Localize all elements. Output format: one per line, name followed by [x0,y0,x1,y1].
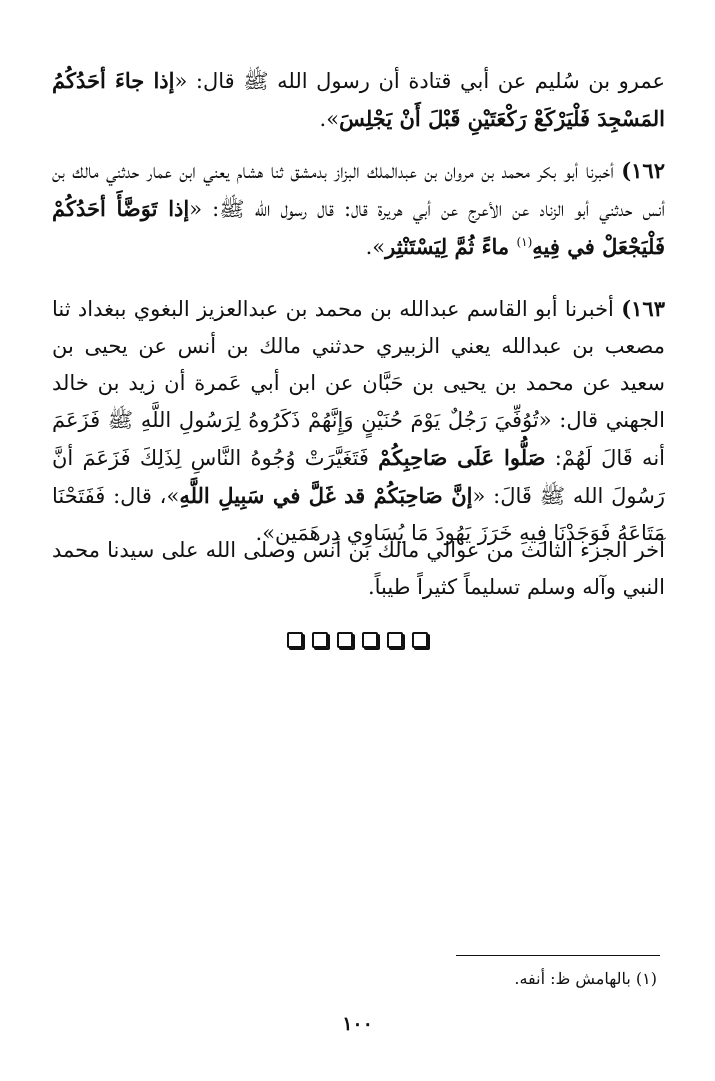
hadith-text-continued: ماءً ثُمَّ لِيَسْتَنْثِر [385,234,517,259]
hadith-text: صَلُّوا عَلَى صَاحِبِكُمْ [378,445,546,470]
narration-ending: »، قال: فَفَتَحْنَا مَتَاعَهُ فَوَجَدْنَا فِيهِ خَرَزَ يَهُودَ مَا يُسَاوِي دِرهَمَين». [52,484,665,545]
separator-box-icon [412,632,428,648]
separator-box-icon [337,632,353,648]
footnote-text: بالهامش ظ: أنفه. [514,969,631,988]
paragraph-163 [52,290,665,552]
closing-quote: ». [365,235,386,259]
paragraph-162 [52,152,665,266]
section-separator [0,632,715,648]
hadith-text-second: إنَّ صَاحِبَكُمْ قد غَلَّ في سَبِيلِ اللَّهِ [179,483,473,508]
footnote-reference: (١) [516,235,533,249]
separator-box-icon [287,632,303,648]
closing-colophon: آخر الجزء الثالث من عوالي مالك بن أنس وصلى الله على سيدنا محمد النبي وآله وسلم تسليماً كثيراً طيباً. [52,538,665,599]
hadith-number: ١٦٣) [621,296,665,321]
hadith-text: إذا تَوَضَّأَ أحَدُكُمْ فَلْيَجْعَلْ في فِيهِ [52,196,665,259]
narration-text: أخبرنا أبو القاسم عبدالله بن محمد بن عبدالعزيز البغوي ببغداد ثنا مصعب بن عبدالله يعني الزبيري حدثني مالك بن أنس عن يحيى بن سعيد عن محمد بن يحيى بن حَبَّان عن ابن أبي عَمرة أن زيد بن خالد الجهني قال: «تُوُفِّيَ رَجُلٌ يَوْمَ حُنَيْنٍ وَإِنَّهُمْ ذَكَرُوهُ لِرَسُولِ اللَّهِ ﷺ فَزَعَمَ أنه قَالَ لَهُمْ: [52,297,665,470]
separator-box-icon [312,632,328,648]
footnote-marker: (١) [635,969,657,988]
footnote-divider [456,955,660,956]
closing-quote: ». [319,107,340,131]
paragraph-continuation [52,62,665,138]
separator-box-icon [387,632,403,648]
page-number: ١٠٠ [342,1013,373,1035]
narration-text: أخبرنا أبو بكر محمد بن مروان بن عبدالملك البزاز بدمشق ثنا هشام يعني ابن عمار حدثني مالك بن أنس حدثني أبو الزناد عن الأعرج عن أبي هريرة قال: قال رسول الله ﷺ: « [52,159,665,221]
footnote [514,968,657,990]
hadith-number: ١٦٢) [621,158,665,183]
narration-middle: فَتَغَيَّرَتْ وُجُوهُ النَّاسِ لِذَلِكَ فَزَعَمَ أنَّ رَسُولَ الله ﷺ قَالَ: « [52,446,665,508]
hadith-text: إذا جاءَ أحَدُكُمُ المَسْجِدَ فَلْيَرْكَعْ رَكْعَتَيْنِ قَبْلَ أَنْ يَجْلِسَ [52,68,665,131]
separator-box-icon [362,632,378,648]
narration-text: عمرو بن سُليم عن أبي قتادة أن رسول الله ﷺ قال: « [174,69,665,93]
